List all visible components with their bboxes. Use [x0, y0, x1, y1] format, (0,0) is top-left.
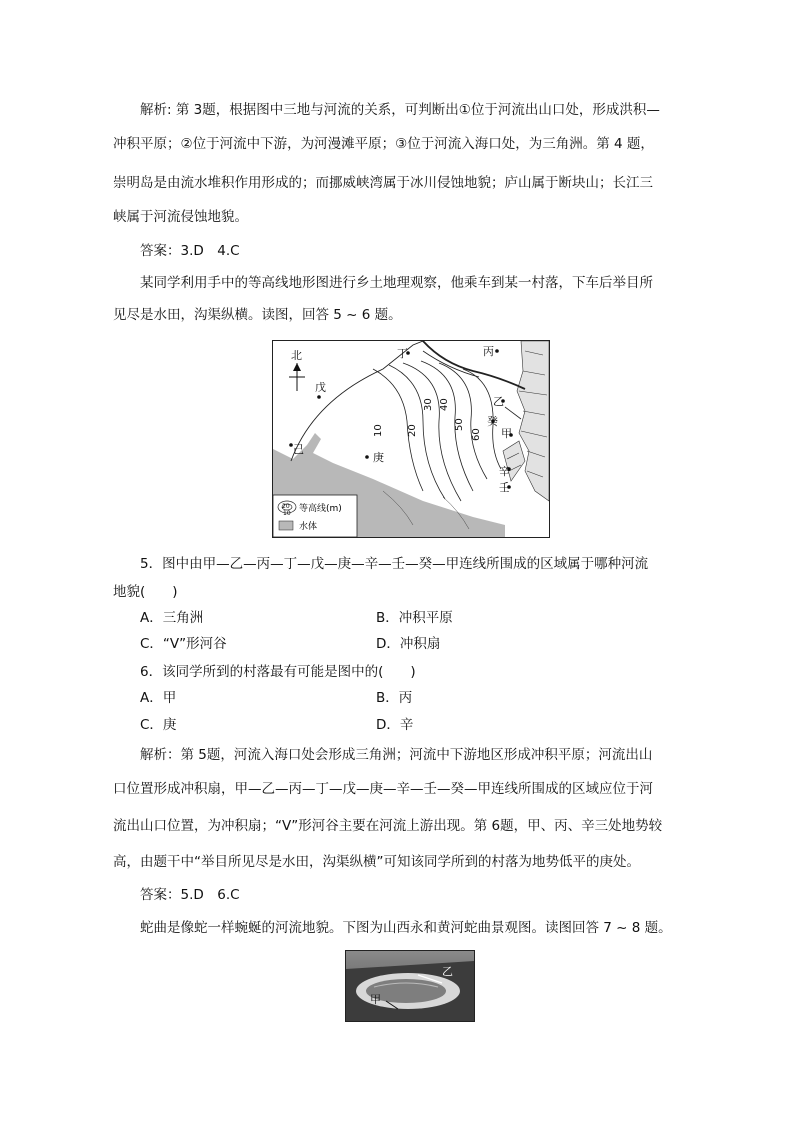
q6-stem: 6．该同学所到的村落最有可能是图中的( ) [140, 664, 416, 680]
analysis-q34-line3: 崇明岛是由流水堆积作用形成的；而挪威峡湾属于冰川侵蚀地貌；庐山属于断块山；长江三 [113, 175, 653, 191]
q5-stem-line1: 5．图中由甲—乙—丙—丁—戊—庚—辛—壬—癸—甲连线所围成的区域属于哪种河流 [140, 556, 649, 572]
q5-stem-line2: 地貌( ) [113, 584, 178, 600]
q6-option-b: B．丙 [376, 690, 413, 706]
q5-option-b: B．冲积平原 [376, 610, 453, 626]
analysis-q56-line2: 口位置形成冲积扇，甲—乙—丙—丁—戊—庚—辛—壬—癸—甲连线所围成的区域应位于河 [113, 781, 653, 797]
contour-label-40: 40 [439, 398, 450, 411]
place-yi: 乙 [493, 395, 504, 408]
q6-option-d: D．辛 [376, 717, 414, 733]
answer-q34: 答案：3.D 4.C [140, 243, 240, 259]
contour-label-60: 60 [471, 428, 482, 441]
legend-water-label: 水体 [299, 522, 318, 532]
q5-option-c: C．“V”形河谷 [140, 636, 227, 652]
place-gui: 癸 [487, 415, 498, 428]
photo-label-jia: 甲 [370, 993, 381, 1006]
answer-q56: 答案：5.D 6.C [140, 887, 240, 903]
place-geng: 庚 [373, 451, 384, 464]
meander-photo [345, 950, 475, 1022]
contour-label-30: 30 [423, 398, 434, 411]
intro-q56-line1: 某同学利用手中的等高线地形图进行乡土地理观察，他乘车到某一村落，下车后举目所 [140, 275, 653, 291]
legend-contour-top: 20 [282, 503, 290, 510]
analysis-q56-line4: 高，由题干中“举目所见尽是水田，沟渠纵横”可知该同学所到的村落为地势低平的庚处。 [113, 854, 640, 870]
q5-option-a: A．三角洲 [140, 610, 204, 626]
q6-option-a: A．甲 [140, 690, 177, 706]
place-bing: 丙 [483, 345, 494, 358]
photo-label-yi: 乙 [442, 965, 453, 978]
legend-contour-label: 等高线(m) [299, 504, 342, 514]
contour-map [273, 341, 549, 537]
place-xin: 辛 [499, 465, 510, 478]
intro-q78: 蛇曲是像蛇一样蜿蜒的河流地貌。下图为山西永和黄河蛇曲景观图。读图回答 7 ~ 8 题。 [140, 920, 672, 936]
map-legend [273, 495, 357, 537]
north-label: 北 [291, 349, 302, 362]
contour-label-50: 50 [454, 418, 465, 431]
q6-option-c: C．庚 [140, 717, 177, 733]
analysis-q34-line2: 冲积平原；②位于河流中下游，为河漫滩平原；③位于河流入海口处，为三角洲。第 4 题， [113, 136, 654, 152]
legend-contour-bottom: 10 [283, 510, 291, 517]
north-arrow [289, 363, 305, 391]
place-jia: 甲 [501, 427, 512, 440]
contour-label-20: 20 [407, 424, 418, 437]
analysis-q56-line3: 流出山口位置，为冲积扇；“V”形河谷主要在河流上游出现。第 6题，甲、丙、辛三处地势较 [113, 818, 663, 834]
q5-option-d: D．冲积扇 [376, 636, 441, 652]
place-ren: 壬 [499, 481, 510, 494]
contour-label-10: 10 [373, 424, 384, 437]
contour-map-figure [272, 340, 550, 538]
intro-q56-line2: 见尽是水田，沟渠纵横。读图，回答 5 ~ 6 题。 [113, 307, 402, 323]
analysis-q34-line1: 解析: 第 3题，根据图中三地与河流的关系，可判断出①位于河流出山口处，形成洪积— [140, 102, 660, 118]
analysis-q34-line4: 峡属于河流侵蚀地貌。 [113, 209, 248, 225]
main-river [423, 341, 525, 389]
place-wu: 戊 [315, 381, 326, 394]
place-ji: 己 [293, 443, 304, 456]
place-ding: 丁 [397, 347, 408, 360]
analysis-q56-line1: 解析：第 5题，河流入海口处会形成三角洲；河流中下游地区形成冲积平原；河流出山 [140, 747, 653, 763]
